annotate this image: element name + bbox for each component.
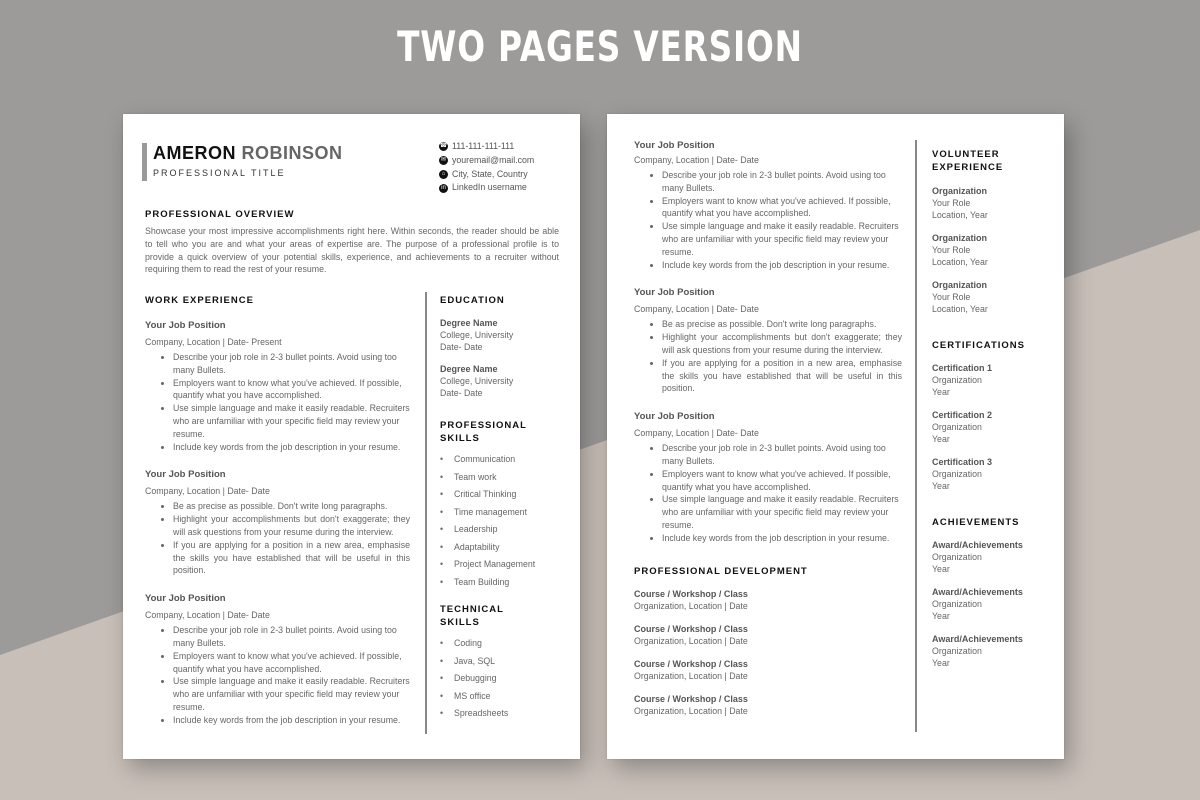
name-first: AMERON	[153, 143, 236, 163]
skill-label: MS office	[454, 690, 491, 701]
job-title: Your Job Position	[634, 140, 715, 151]
volunteer-heading	[932, 148, 1052, 174]
volunteer-heading-line1: VOLUNTEER	[932, 149, 1000, 160]
skill-item: • Coding	[440, 638, 482, 648]
achievement-name: Award/Achievements	[932, 634, 1023, 644]
skill-item: • MS office	[440, 690, 491, 701]
cert-year: Year	[932, 387, 950, 397]
resume-name	[153, 142, 343, 164]
job-entry	[634, 140, 902, 271]
contact-linkedin	[439, 181, 534, 195]
bullet: • Use simple language and make it easily readable. Recruiters who are unfamiliar with your specific field may review your resume.	[173, 402, 410, 440]
job-meta: Company, Location | Date- Present	[145, 337, 282, 347]
volunteer-entry	[932, 185, 1052, 221]
pro-skills-heading-line1: PROFESSIONAL	[440, 420, 527, 431]
tech-skills-heading	[440, 603, 570, 629]
cert-name: Certification 2	[932, 410, 993, 420]
education-heading: EDUCATION	[440, 295, 505, 306]
contact-location	[439, 168, 534, 182]
achievement-entry	[932, 539, 1052, 575]
cert-entry	[932, 362, 1052, 398]
page2-right-column	[932, 148, 1052, 669]
bullet: • Employers want to know what you've achieved. If possible, quantify what you have accomplished.	[173, 377, 410, 403]
overview-heading: PROFESSIONAL OVERVIEW	[145, 209, 295, 220]
cert-name: Certification 3	[932, 457, 993, 467]
skill-label: Critical Thinking	[454, 489, 517, 499]
skill-label: Team work	[454, 471, 497, 482]
column-divider	[425, 292, 427, 734]
job-meta: Company, Location | Date- Date	[634, 155, 759, 165]
name-accent-bar	[142, 143, 147, 181]
volunteer-role: Your Role	[932, 198, 971, 208]
bullet: • Include key words from the job description in your resume.	[662, 532, 902, 545]
work-experience-list	[145, 320, 410, 740]
degree-name: Degree Name	[440, 364, 498, 374]
pro-skills-list	[440, 451, 570, 591]
volunteer-org: Organization	[932, 233, 988, 243]
school: College, University	[440, 330, 514, 340]
job-entry	[145, 593, 410, 726]
pro-skills-heading-line2: SKILLS	[440, 433, 480, 444]
job-title: Your Job Position	[634, 411, 715, 423]
skill-label: Communication	[454, 454, 516, 464]
bullet: • If you are applying for a position in a new area, emphasise the skills you have established that will be useful in this position.	[173, 539, 410, 577]
page2-work-list	[634, 140, 902, 717]
bullet: • Use simple language and make it easily readable. Recruiters who are unfamiliar with your specific field may review your resume.	[662, 493, 902, 531]
professional-title: PROFESSIONAL TITLE	[153, 168, 286, 178]
degree-name: Degree Name	[440, 318, 498, 328]
tech-skills-list	[440, 635, 570, 723]
volunteer-meta: Location, Year	[932, 210, 988, 220]
bullet: • Describe your job role in 2-3 bullet points. Avoid using too many Bullets.	[662, 442, 902, 468]
achievement-name: Award/Achievements	[932, 540, 1023, 550]
email-text: youremail@mail.com	[452, 154, 535, 165]
course-meta: Organization, Location | Date	[634, 705, 748, 716]
job-entry	[634, 411, 902, 544]
tech-skills-heading-line2: SKILLS	[440, 617, 480, 628]
skill-item: • Adaptability	[440, 541, 500, 552]
education-entry	[440, 317, 570, 353]
bullet: • Be as precise as possible. Don't write long paragraphs.	[662, 318, 902, 331]
achievement-entry	[932, 586, 1052, 622]
resume-page-2	[607, 114, 1064, 759]
job-entry	[634, 287, 902, 395]
cert-org: Organization	[932, 375, 982, 385]
achievement-name: Award/Achievements	[932, 587, 1023, 597]
bullet: • Employers want to know what you've achieved. If possible, quantify what you have accomplished.	[662, 195, 902, 221]
skill-label: Time management	[454, 506, 528, 517]
volunteer-org: Organization	[932, 186, 988, 196]
cert-org: Organization	[932, 469, 982, 479]
skill-label: Java, SQL	[454, 655, 496, 666]
skill-item: • Team work	[440, 471, 497, 482]
achievement-org: Organization	[932, 552, 982, 562]
cert-entry	[932, 409, 1052, 445]
column-divider	[915, 140, 917, 732]
job-title: Your Job Position	[145, 320, 226, 331]
course-entry	[634, 588, 902, 612]
bullet: • Describe your job role in 2-3 bullet points. Avoid using too many Bullets.	[173, 351, 410, 377]
job-bullets	[145, 351, 410, 453]
cert-org: Organization	[932, 422, 982, 432]
skill-item: • Critical Thinking	[440, 489, 517, 499]
phone-icon: ☎	[439, 143, 448, 150]
achievement-org: Organization	[932, 599, 982, 609]
course-meta: Organization, Location | Date	[634, 600, 748, 611]
job-title: Your Job Position	[634, 287, 715, 299]
overview-text: Showcase your most impressive accomplishments right here. Within seconds, the reader should be able to tell who you are and what your areas of expertise are. The purpose of a professional profile is to provide a quick overview of your potential skills, experience, and achievements to a recruiter without requiring them to read the rest of your resume.	[145, 226, 559, 275]
phone-text: 111-111-111-111	[452, 141, 515, 151]
course-entry	[634, 658, 902, 682]
achievement-year: Year	[932, 564, 950, 574]
volunteer-role: Your Role	[932, 245, 971, 255]
bullet: • Use simple language and make it easily readable. Recruiters who are unfamiliar with your specific field may review your resume.	[173, 675, 410, 713]
bullet: • Highlight your accomplishments but don't exaggerate; they will ask questions from your resume during the interview.	[662, 331, 902, 357]
achievement-entry	[932, 633, 1052, 669]
job-bullets	[145, 500, 410, 577]
banner-title: TWO PAGES VERSION	[397, 22, 803, 71]
course-meta: Organization, Location | Date	[634, 670, 748, 681]
cert-year: Year	[932, 434, 950, 444]
name-last: ROBINSON	[241, 143, 343, 163]
course-name: Course / Workshop / Class	[634, 693, 748, 704]
bullet: • Include key words from the job description in your resume.	[173, 441, 410, 454]
skill-label: Adaptability	[454, 541, 500, 552]
skill-label: Coding	[454, 638, 482, 648]
job-meta: Company, Location | Date- Date	[634, 428, 759, 439]
certifications-heading: CERTIFICATIONS	[932, 340, 1025, 351]
tech-skills-heading-line1: TECHNICAL	[440, 604, 504, 615]
skill-label: Team Building	[454, 576, 510, 587]
skill-item: • Team Building	[440, 576, 510, 587]
volunteer-role: Your Role	[932, 292, 971, 302]
skill-label: Project Management	[454, 559, 536, 569]
job-entry	[145, 469, 410, 577]
contact-phone	[439, 140, 534, 154]
pro-skills-heading	[440, 419, 570, 445]
edu-date: Date- Date	[440, 388, 483, 398]
volunteer-entry	[932, 232, 1052, 268]
skill-label: Spreadsheets	[454, 708, 509, 718]
contact-block	[439, 140, 534, 195]
course-meta: Organization, Location | Date	[634, 635, 748, 646]
contact-email	[439, 154, 534, 168]
skill-item: • Communication	[440, 454, 516, 464]
job-title: Your Job Position	[145, 593, 226, 605]
prof-dev-heading: PROFESSIONAL DEVELOPMENT	[634, 565, 808, 577]
job-meta: Company, Location | Date- Date	[145, 486, 270, 497]
job-meta: Company, Location | Date- Date	[145, 610, 270, 621]
education-entry	[440, 363, 570, 399]
volunteer-meta: Location, Year	[932, 257, 988, 267]
skill-item: • Project Management	[440, 559, 536, 569]
cert-entry	[932, 456, 1052, 492]
resume-page-1	[123, 114, 580, 759]
bullet: • Use simple language and make it easily readable. Recruiters who are unfamiliar with your specific field may review your resume.	[662, 220, 902, 258]
skill-item: • Leadership	[440, 524, 498, 534]
volunteer-entry	[932, 279, 1052, 315]
location-text: City, State, Country	[452, 168, 528, 179]
skill-label: Debugging	[454, 673, 497, 683]
school: College, University	[440, 376, 514, 386]
bullet: • Highlight your accomplishments but don't exaggerate; they will ask questions from your resume during the interview.	[173, 513, 410, 539]
course-entry	[634, 693, 902, 717]
job-entry	[145, 320, 410, 453]
skill-item: • Time management	[440, 506, 528, 517]
job-bullets	[145, 624, 410, 726]
bullet: • Describe your job role in 2-3 bullet points. Avoid using too many Bullets.	[662, 169, 902, 195]
cert-year: Year	[932, 481, 950, 491]
course-name: Course / Workshop / Class	[634, 658, 748, 669]
home-icon: ⌂	[439, 170, 448, 179]
job-meta: Company, Location | Date- Date	[634, 304, 759, 315]
volunteer-heading-line2: EXPERIENCE	[932, 162, 1004, 173]
course-name: Course / Workshop / Class	[634, 623, 748, 634]
volunteer-org: Organization	[932, 280, 988, 290]
bullet: • Describe your job role in 2-3 bullet points. Avoid using too many Bullets.	[173, 624, 410, 650]
linkedin-icon: in	[439, 184, 448, 193]
edu-date: Date- Date	[440, 342, 483, 352]
volunteer-meta: Location, Year	[932, 304, 988, 314]
achievement-year: Year	[932, 658, 950, 668]
job-bullets	[634, 169, 902, 271]
job-bullets	[634, 318, 902, 395]
bullet: • If you are applying for a position in a new area, emphasise the skills you have established that will be useful in this position.	[662, 357, 902, 395]
linkedin-text: LinkedIn username	[452, 182, 527, 193]
course-entry	[634, 623, 902, 647]
achievement-org: Organization	[932, 646, 982, 656]
achievements-heading: ACHIEVEMENTS	[932, 517, 1020, 528]
bullet: • Employers want to know what you've achieved. If possible, quantify what you have accomplished.	[173, 650, 410, 676]
course-name: Course / Workshop / Class	[634, 588, 748, 599]
bullet: • Include key words from the job description in your resume.	[173, 714, 410, 727]
cert-name: Certification 1	[932, 363, 993, 373]
skill-item: • Java, SQL	[440, 655, 496, 666]
mail-icon: ✉	[440, 156, 447, 163]
job-bullets	[634, 442, 902, 544]
job-title: Your Job Position	[145, 469, 226, 481]
achievement-year: Year	[932, 611, 950, 621]
bullet: • Include key words from the job description in your resume.	[662, 259, 902, 272]
work-experience-heading: WORK EXPERIENCE	[145, 295, 254, 306]
bullet: • Employers want to know what you've achieved. If possible, quantify what you have accomplished.	[662, 468, 902, 494]
skill-label: Leadership	[454, 524, 498, 534]
skill-item: • Debugging	[440, 673, 497, 683]
bullet: • Be as precise as possible. Don't write long paragraphs.	[173, 500, 410, 513]
right-column	[440, 294, 570, 723]
skill-item: • Spreadsheets	[440, 708, 509, 718]
